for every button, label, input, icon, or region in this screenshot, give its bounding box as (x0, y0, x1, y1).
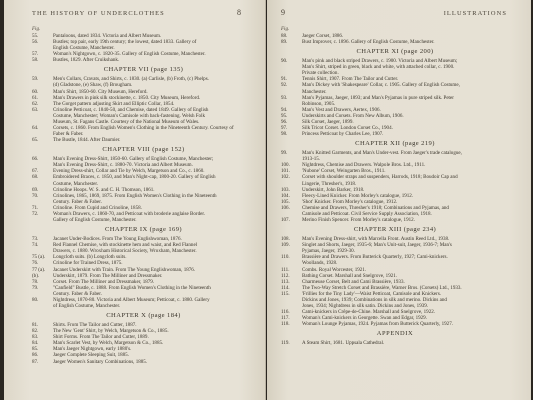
figure-number: (b). (32, 272, 40, 279)
figure-caption: Crinoline Petticoat, c. 1840-50, and Chemise, dated 1849. Gallery of English (53, 106, 209, 113)
figure-number: 57. (32, 51, 39, 58)
figure-number: 95. (281, 112, 288, 119)
figure-number: 62. (32, 100, 39, 107)
figure-number: 97. (281, 125, 288, 132)
figure-number (32, 303, 53, 309)
figure-number: 89. (281, 39, 288, 46)
figure-caption: Man's Dickey with 'Shakespeare' Collar, c. 1905. Gallery of English Costume, (302, 82, 460, 89)
figure-caption: Crinoline. From Cupid and Crinoline, 1858. (53, 204, 142, 211)
figure-number: 105. (281, 198, 290, 205)
figure-caption: Crinolines, 1865, 1869, 1875. From English Women's Clothing in the Nineteenth (53, 192, 217, 199)
figure-caption: Silk Corset, Jaeger, 1899. (302, 118, 354, 125)
figure-number: 73. (32, 236, 39, 243)
figure-caption: Combs. Royal Worcester, 1921. (302, 266, 367, 273)
figure-caption: The Two-Way Stretch Corset and Brassière, Warner Bros. (Corsets) Ltd., 1933. (302, 284, 462, 291)
list-item (32, 303, 255, 309)
figure-number: 71. (32, 204, 39, 211)
list-item (32, 57, 255, 63)
figure-caption: Man's Evening Dress-Shirt, 1850-60. Gallery of English Costume, Manchester; (53, 156, 214, 163)
figure-number: 98. (281, 131, 288, 138)
figure-number: 112. (281, 272, 290, 279)
figure-number: 80. (32, 296, 39, 303)
chapter-heading: CHAPTER X (page 184) (106, 312, 181, 320)
figure-number: 64. (32, 125, 39, 132)
figure-caption: Woman's Lounge Pyjamas, 1924. Pyjamas from Butterick Quarterly, 1927. (302, 321, 453, 328)
figure-number: 104. (281, 192, 290, 199)
figure-number: 66. (32, 156, 39, 163)
figure-number: 68. (32, 174, 39, 181)
figure-caption: Camisole and Petticoat. Civil Service Supply Association, 1918. (302, 210, 432, 217)
figure-caption: Cami-knickers in Crêpe-de-Chine. Marshall and Snelgrove, 1922. (302, 309, 436, 316)
figure-caption: The New 'Gent' Shirt, by Welch, Margetson & Co., 1885. (53, 328, 169, 335)
figure-number: 114. (281, 284, 290, 291)
list-item (281, 217, 509, 223)
list-item (32, 137, 255, 143)
figure-caption: Manchester. (302, 88, 327, 95)
figure-number: 118. (281, 321, 290, 328)
figure-caption: 1913-15. (302, 156, 321, 163)
figure-number: 76. (32, 260, 39, 267)
figure-caption: Merino Finish Spencer. From Morley's catalogue, 1912. (302, 217, 415, 224)
figure-number: 116. (281, 309, 290, 316)
figure-number: 101. (281, 168, 290, 175)
figure-caption: Man's Knitted Garments, and Man's Under-vest. From Jaeger's trade catalogue, (302, 150, 462, 157)
figure-number: 117. (281, 315, 290, 322)
figure-caption: Man's Scarlet Vest, by Welch, Margetson & Co., 1885. (53, 340, 164, 347)
figure-caption: Red Flannel Chemise, with stockinette hem and waist, and Red Flannel (53, 242, 198, 249)
figure-number: 69. (32, 186, 39, 193)
figure-caption: "Canfield" Bustle, c. 1888. From English Women's Clothing in the Nineteenth (53, 284, 211, 291)
figure-caption: Princess Petticoat by Charles Lee, 1907. (302, 131, 384, 138)
figure-caption: Charmeuse Corset, Belt and Cami Brassière, 1933. (302, 278, 405, 285)
figure-number: 85. (32, 346, 39, 353)
figure-caption: Man's Shirt, 1850-60. City Museum, Hereford. (53, 88, 148, 95)
list-item (281, 131, 509, 137)
figure-caption: Bustles; top pair, early 19th century; the lowest, dated 1833. Gallery of (53, 39, 197, 46)
figure-caption: Woman's Cami-knickers in Georgette. Swan and Edgar, 1929. (302, 315, 427, 322)
figure-number: 93. (281, 94, 288, 101)
running-title: ILLUSTRATIONS (443, 10, 507, 17)
figure-caption: The Gorget pattern adjusting Skirt and Elliptic Collar, 1854. (53, 100, 175, 107)
chapter-heading: CHAPTER IX (page 169) (104, 226, 183, 234)
figure-caption: The Bustle, 1844. After Daumier. (53, 137, 121, 144)
figure-caption: Jacanet Under-Bodices. From The Young Englishwoman, 1876. (53, 236, 182, 243)
figure-caption: Gallery of English Costume, Manchester. (53, 217, 137, 224)
chapter-heading: CHAPTER XIII (page 234) (353, 226, 437, 234)
figure-number: 94. (281, 106, 288, 113)
figure-number: 81. (32, 322, 39, 329)
figure-number: 77 (a). (32, 266, 46, 273)
figure-number: 109. (281, 242, 290, 249)
figure-number: 90. (281, 58, 288, 65)
chapter-heading: CHAPTER VIII (page 152) (102, 146, 185, 154)
page-number: 8 (237, 8, 241, 17)
figure-number: 67. (32, 168, 39, 175)
figure-caption: Man's Pyjamas, Jaeger, 1893; and Man's Pyjamas in pure striped silk. Peter (302, 94, 454, 101)
figure-number: 119. (281, 340, 290, 347)
left-page (4, 0, 266, 400)
list-item (32, 217, 255, 223)
figure-caption: Longcloth suits. (b) Longcloth suits. (53, 254, 127, 261)
figure-number: 113. (281, 278, 290, 285)
figure-number: 108. (281, 236, 290, 243)
figure-number: 96. (281, 118, 288, 125)
figure-caption: Bust Improver, c. 1896. Gallery of English Costume, Manchester. (302, 39, 435, 46)
figure-caption: Bustles, 1829. After Cruikshank. (53, 57, 120, 64)
figure-caption: Jaeger Corset, 1886. (302, 33, 344, 39)
figure-number: 102. (281, 174, 290, 181)
figure-number: 83. (32, 334, 39, 341)
figure-number: 58. (32, 57, 39, 64)
figure-caption: Man's Drawers in pink silk stockinette, c. 1850. City Museum, Hereford. (53, 94, 201, 101)
figure-number: 59. (32, 76, 39, 83)
figure-number: 87. (32, 358, 39, 365)
figure-number: 72. (32, 210, 39, 217)
figure-caption: Jacanet Underskirt with Train. From The Young Englishwoman, 1876. (53, 266, 196, 273)
figure-caption: 'Nubone' Corset, Weingarten Bros., 1911. (302, 168, 386, 175)
figure-caption: Woollands, 1928. (302, 260, 338, 267)
figure-caption: Fleecy-Lined Knicker. From Morley's catalogue, 1912. (302, 192, 414, 199)
figure-number: 106. (281, 204, 290, 211)
chapter-heading: CHAPTER XI (page 200) (356, 48, 434, 56)
figure-caption: Men's Collars, Cravats, and Shirts, c. 1830. (a) Carlisle, (b) Froth, (c) Phelps. (53, 76, 209, 83)
figure-caption: Drawers, c. 1880. Wroxham Historical Society, Wroxham, Manchester. (53, 248, 197, 255)
figure-number: 111. (281, 266, 290, 273)
figure-number: 91. (281, 76, 288, 83)
list-item (281, 39, 509, 45)
figure-caption: Woman's Nightgown, c. 1820-35. Gallery of English Costume, Manchester. (53, 51, 206, 58)
figure-caption: Underskirt, 1879. From The Milliner and Dressmaker. (53, 272, 163, 279)
illustration-list (281, 33, 509, 346)
figure-number: 55. (32, 33, 39, 39)
figure-number: 75 (a). (32, 254, 46, 261)
figure-number: 115. (281, 290, 290, 297)
figure-caption: Corsets, c. 1860. From English Women's Clothing in the Nineteenth Century. Courtesy of (53, 125, 234, 132)
figure-caption: Man's Evening Dress-shirt, with Marcella Front. Austin Reed Ltd., 1938. (302, 236, 450, 243)
right-page (267, 0, 531, 400)
list-item (32, 359, 255, 365)
figure-number (32, 217, 53, 223)
figure-caption: Pantaloons, dated 1834. Victoria and Albert Museum. (53, 33, 162, 39)
figure-caption: Man's Jaeger Nightgown, early 1880's. (53, 346, 132, 353)
figure-caption: Museum, St. Fagans Castle. Courtesy of the National Museum of Wales. (53, 118, 200, 125)
figure-caption: Jones, 1934; Nightdress in silk satin. Dickins and Jones, 1939. (302, 302, 429, 309)
figure-caption: Shirt Forms. From The Tailor and Cutter, 1889. (53, 334, 149, 341)
list-item (281, 321, 509, 327)
figure-caption: Robinson, 1905. (302, 100, 336, 107)
running-title: THE HISTORY OF UNDERCLOTHES (32, 10, 165, 17)
list-item (281, 340, 509, 346)
figure-caption: Lingerie, Thresher's, 1918. (302, 180, 357, 187)
figure-caption: Singlet and Shorts, Jaeger, 1935-6; Man's Unit-suit, Jaeger, 1936-7; Man's (302, 242, 452, 249)
figure-number: 56. (32, 39, 39, 46)
figure-caption: Underskirts and Corsets. From New Album, 1906. (302, 112, 404, 119)
figure-caption: Century. Faber & Faber. (53, 290, 102, 297)
figure-caption: Crinoline for Trained Dress, 1875. (53, 260, 123, 267)
figure-caption: Woman's Drawers, c. 1860-70, and Petticoat with broderie anglaise Border. (53, 210, 206, 217)
figure-number: 100. (281, 162, 290, 169)
figure-caption: Chemise and Drawers, Thresher's 1918; Combinations and Pyjamas, and (302, 204, 449, 211)
figure-number: 70. (32, 192, 39, 199)
figure-caption: Pyjamas, Jaeger, 1929-30. (302, 248, 355, 255)
figure-number: 103. (281, 186, 290, 193)
figure-number: 107. (281, 217, 290, 224)
figure-caption: 'Shot' Knicker. From Morley's catalogue, 1912. (302, 198, 398, 205)
fig-label: Fig. (32, 27, 41, 32)
figure-number: 92. (281, 82, 288, 89)
figure-caption: Man's Vest and Drawers, Aertex, 1906. (302, 106, 381, 113)
figure-caption: Costume, Manchester. (53, 180, 98, 187)
figure-caption: A Steam Shirt, 1681. Uppsala Cathedral. (302, 340, 385, 347)
figure-caption: Costume, Manchester; Woman's Camisole with back-fastening. Welsh Folk (53, 112, 205, 119)
figure-number: 99. (281, 150, 288, 157)
figure-number: 60. (32, 88, 39, 95)
figure-caption: Nightdress, 1870-80. Victoria and Albert Museum; Petticoat, c. 1880. Gallery (53, 296, 210, 303)
figure-caption: Embroidered Braces, c. 1850, and Man's Night-cap, 1800-20. Gallery of English (53, 174, 216, 181)
figure-caption: Faber & Faber. (53, 131, 84, 138)
figure-caption: Century. Faber & Faber. (53, 198, 102, 205)
figure-number: 65. (32, 137, 39, 144)
figure-caption: Bathing Corset. Marshall and Snelgrove, 1921. (302, 272, 398, 279)
figure-caption: Brassière and Drawers. From Butterick Quarterly, 1927; Cami-knickers. (302, 254, 448, 261)
figure-number: 84. (32, 340, 39, 347)
figure-caption: Nightdress, Chemise and Drawers. Walpole Bros. Ltd., 1911. (302, 162, 426, 169)
chapter-heading: CHAPTER VII (page 135) (103, 66, 184, 74)
figure-number: 74. (32, 242, 39, 249)
figure-caption: Man's Evening Dress-Shirt, c. 1880-70. Victoria and Albert Museum. (53, 162, 193, 169)
chapter-heading: APPENDIX (376, 330, 414, 338)
figure-caption: Crinoline Hoops. W. S. and C. H. Thomson, 1861. (53, 186, 155, 193)
figure-number: 86. (32, 352, 39, 359)
figure-number: 110. (281, 254, 290, 261)
figure-caption: of English Costume, Manchester. (53, 302, 121, 309)
figure-number: 88. (281, 33, 288, 39)
figure-number: 63. (32, 106, 39, 113)
figure-caption: Tennis Shirt, 1907. From The Tailor and Cutter. (302, 76, 399, 83)
chapter-heading: CHAPTER XII (page 219) (355, 140, 435, 148)
figure-caption: Corset with shoulder straps and suspenders, Harrods, 1918; Boudoir Cap and (302, 174, 458, 181)
figure-caption: (d) Gladstone, (e) Shaw, (f) Brougham. (53, 82, 133, 89)
figure-caption: Jaeger Women's Sanitary Combinations, 1885. (53, 358, 148, 365)
figure-caption: Silk Tricot Corset. London Corset Co., 1904. (302, 125, 393, 132)
fig-label: Fig. (281, 27, 290, 32)
page-number: 9 (281, 8, 285, 17)
figure-caption: Man's Shirt, striped in green, black and white, with attached collar, c. 1900. (302, 64, 455, 71)
figure-number: 82. (32, 328, 39, 335)
figure-caption: Man's pink and black striped Drawers, c. 1900. Victoria and Albert Museum; (302, 58, 458, 65)
figure-number: 61. (32, 94, 39, 101)
figure-caption: 'Frillies for the Tiny Lady'—Waist Petticoat, Camisole and Knickers. (302, 290, 442, 297)
figure-caption: Corset. From The Milliner and Dressmaker, 1879. (53, 278, 155, 285)
figure-caption: Shirts. From The Tailor and Cutter, 1887. (53, 322, 137, 329)
figure-caption: Underskirt, John Barker, 1918. (302, 186, 365, 193)
figure-caption: Dickins and Jones, 1939; Combinations in silk and merino. Dickins and (302, 296, 447, 303)
figure-caption: Evening Dress-shirt, Collar and Tie by Welch, Margetson and Co., c. 1860. (53, 168, 205, 175)
figure-number: 78. (32, 278, 39, 285)
figure-number: 79. (32, 284, 39, 291)
figure-caption: Private collection. (302, 70, 339, 77)
figure-caption: Jaeger Complete Sleeping Suit, 1885. (53, 352, 129, 359)
illustration-list (32, 33, 255, 365)
figure-caption: English Costume, Manchester. (53, 45, 115, 52)
